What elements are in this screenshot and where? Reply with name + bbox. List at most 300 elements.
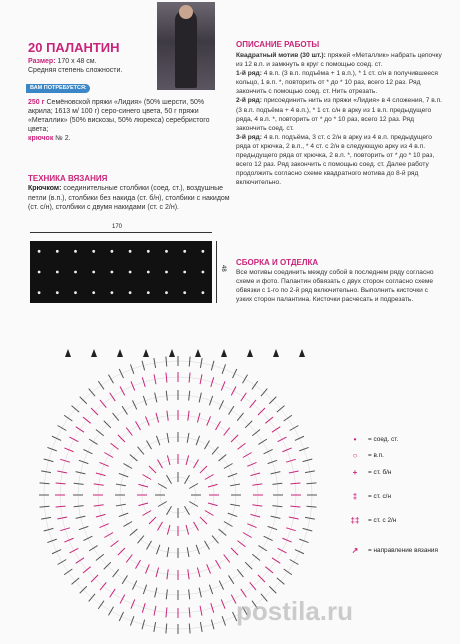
stitch-mark	[76, 558, 84, 564]
stitch-mark	[89, 439, 97, 444]
motif-cell	[92, 271, 95, 274]
stitch-mark	[166, 607, 167, 617]
stitch-mark	[70, 548, 79, 553]
picot-mark	[117, 349, 123, 357]
stitch-mark	[258, 546, 266, 551]
stitch-mark	[211, 620, 214, 630]
height-label: 48	[220, 265, 226, 272]
stitch-mark	[224, 464, 233, 469]
technique-text	[28, 184, 233, 213]
stitch-mark	[79, 460, 88, 463]
motif-grid	[30, 241, 212, 303]
stitch-mark	[185, 506, 190, 515]
motif-label: Квадратный мотив (30 шт.):	[236, 52, 326, 59]
model-photo	[157, 2, 215, 90]
stitch-mark	[142, 603, 145, 613]
stitch-mark	[205, 541, 210, 550]
stitch-mark	[268, 526, 277, 529]
yarn-amount: 250 г	[28, 99, 45, 106]
stitch-mark	[229, 575, 234, 583]
stitch-mark	[241, 393, 247, 401]
size-label: Размер:	[28, 58, 56, 65]
stitch-mark	[100, 582, 106, 590]
stitch-mark	[250, 473, 260, 476]
picot-mark	[143, 349, 149, 357]
legend-item	[346, 468, 391, 477]
motif-cell	[165, 291, 168, 294]
stitch-mark	[126, 555, 132, 563]
stitch-mark	[100, 400, 106, 408]
picot-mark	[221, 349, 227, 357]
technique-label: Крючком:	[28, 185, 62, 192]
stitch-mark	[295, 550, 304, 554]
technique-title: ТЕХНИКА ВЯЗАНИЯ	[28, 174, 108, 183]
stitch-mark	[197, 567, 200, 577]
motif-cell	[111, 250, 114, 253]
stitch-mark	[83, 417, 91, 423]
stitch-mark	[189, 607, 190, 617]
stitch-mark	[237, 569, 243, 577]
stitch-mark	[58, 560, 67, 565]
stitch-mark	[142, 511, 151, 516]
stitch-mark	[196, 545, 199, 554]
stitch-mark	[113, 569, 119, 577]
stitch-mark	[272, 506, 282, 507]
stitch-mark	[261, 389, 267, 397]
stitch-mark	[221, 599, 225, 608]
stitch-mark	[194, 459, 199, 468]
stitch-mark	[207, 416, 211, 425]
stitch-mark	[284, 569, 292, 575]
stitch-mark	[166, 589, 167, 599]
row3-label: 3-й ряд:	[236, 133, 262, 141]
picot-mark	[65, 349, 71, 357]
motif-cell	[92, 291, 95, 294]
stitch-mark	[52, 550, 61, 554]
stitch-mark	[96, 514, 106, 517]
motif-cell	[165, 250, 168, 253]
stitch-mark	[122, 406, 127, 414]
stitch-mark	[186, 455, 189, 465]
stitch-mark	[205, 440, 210, 449]
stitch-mark	[299, 447, 308, 450]
stitch-mark	[264, 536, 273, 540]
stitch-mark	[189, 484, 198, 489]
stitch-mark	[290, 506, 300, 507]
row2-text: присоединить нить из пряжи «Лидия» в 4 сложения, 7 в.п. (3 в.п. подъёма + 4 в.п.), * 1 ст. с/н в арку из 1 в.п. предыдущего ряда, 4 в.п. *, повторить от * до * 10 раз, всего 12 раз. Ряд закончить соед. ст.	[236, 97, 442, 132]
stitch-mark	[47, 447, 56, 450]
stitch-mark	[120, 387, 125, 396]
stitch-mark	[229, 406, 234, 414]
stitch-mark	[111, 541, 119, 547]
stitch-mark	[212, 447, 218, 455]
stitch-mark	[286, 528, 296, 531]
stitch-mark	[189, 624, 190, 634]
stitch-mark	[60, 459, 70, 462]
stitch-mark	[277, 406, 285, 412]
stitch-mark	[194, 522, 199, 531]
stitch-mark	[119, 612, 123, 621]
legend-item	[346, 546, 438, 555]
stitch-mark	[94, 505, 104, 506]
legend-symbol: ‡	[352, 492, 358, 501]
stitch-mark	[167, 475, 172, 484]
stitch-mark	[156, 567, 159, 577]
stitch-mark	[290, 483, 300, 484]
stitch-mark	[286, 459, 296, 462]
stitch-mark	[252, 484, 262, 485]
stitch-mark	[166, 357, 167, 367]
stitch-mark	[96, 554, 104, 560]
motif-cell	[183, 271, 186, 274]
legend-symbol: •	[353, 435, 357, 444]
motif-cell	[56, 291, 59, 294]
stitch-mark	[167, 569, 168, 579]
stitch-mark	[295, 436, 304, 440]
legend-label: = направление вязания	[368, 547, 438, 554]
stitch-mark	[299, 539, 308, 542]
stitch-mark	[233, 369, 237, 378]
legend-symbol: ↗	[351, 546, 359, 555]
stitch-mark	[110, 393, 116, 401]
motif-cell	[165, 271, 168, 274]
pattern-title: 20 ПАЛАНТИН	[28, 40, 120, 55]
stitch-mark	[219, 581, 223, 590]
stitch-mark	[89, 546, 97, 551]
stitch-mark	[52, 436, 61, 440]
stitch-mark	[207, 564, 211, 573]
stitch-mark	[136, 421, 141, 430]
stitch-mark	[94, 484, 104, 485]
stitch-mark	[131, 381, 135, 390]
stitch-mark	[243, 375, 248, 384]
stitch-mark	[167, 411, 168, 421]
legend-label: = в.п.	[368, 452, 384, 459]
stitch-mark	[243, 533, 252, 538]
stitch-mark	[228, 473, 237, 476]
motif-cell	[38, 291, 41, 294]
stitch-mark	[205, 511, 214, 516]
motif-cell	[147, 250, 150, 253]
stitch-mark	[197, 413, 200, 423]
stitch-mark	[72, 578, 80, 584]
stitch-mark	[211, 361, 214, 371]
stitch-mark	[64, 538, 73, 542]
stitch-mark	[130, 529, 138, 535]
legend-symbol: ○	[352, 451, 358, 460]
stitch-mark	[126, 428, 132, 436]
stitch-mark	[76, 427, 84, 433]
picot-mark	[273, 349, 279, 357]
stitch-mark	[221, 381, 225, 390]
stitch-mark	[278, 548, 287, 553]
stitch-mark	[189, 589, 190, 599]
stitch-mark	[250, 582, 256, 590]
stitch-mark	[119, 369, 123, 378]
motif-rings	[39, 349, 317, 634]
stitch-mark	[83, 567, 91, 573]
stitch-mark	[113, 413, 119, 421]
stitch-mark	[252, 430, 260, 436]
stitch-mark	[265, 567, 273, 573]
motif-cell	[129, 250, 132, 253]
stitch-mark	[208, 503, 218, 506]
motif-cell	[56, 271, 59, 274]
motif-cell	[202, 250, 205, 253]
stitch-mark	[60, 528, 70, 531]
assembly-title: СБОРКА И ОТДЕЛКА	[236, 258, 319, 267]
stitch-mark	[74, 506, 84, 507]
stitch-mark	[156, 413, 159, 423]
stitch-mark	[104, 533, 113, 538]
stitch-mark	[290, 560, 299, 565]
stitch-mark	[56, 483, 66, 484]
stitch-mark	[147, 541, 152, 550]
stitch-mark	[122, 575, 127, 583]
materials-text	[28, 98, 228, 143]
stitch-mark	[284, 415, 292, 421]
stitch-mark	[258, 439, 266, 444]
stitch-mark	[47, 539, 56, 542]
stitch-mark	[98, 601, 104, 609]
stitch-mark	[307, 483, 317, 484]
stitch-mark	[250, 400, 256, 408]
stitch-mark	[252, 381, 258, 389]
stitch-mark	[238, 443, 246, 449]
stitch-mark	[142, 377, 145, 387]
legend-label: = ст. с/н	[368, 493, 391, 500]
stitch-mark	[40, 483, 50, 484]
motif-cell	[147, 271, 150, 274]
stitch-mark	[216, 421, 221, 430]
stitch-mark	[58, 426, 67, 431]
stitch-mark	[98, 381, 104, 389]
stitch-mark	[209, 396, 212, 405]
stitch-mark	[307, 506, 317, 507]
stitch-mark	[252, 554, 260, 560]
stitch-mark	[189, 391, 190, 401]
stitch-mark	[109, 375, 114, 384]
stitch-mark	[166, 391, 167, 401]
size-value: 170 х 48 см.	[57, 58, 97, 65]
stitch-mark	[143, 396, 146, 405]
stitch-mark	[131, 599, 135, 608]
picot-mark	[195, 349, 201, 357]
stitch-mark	[142, 361, 145, 371]
stitch-mark	[264, 449, 273, 453]
stitch-mark	[211, 603, 214, 613]
description-title: ОПИСАНИЕ РАБОТЫ	[236, 40, 320, 49]
picot-mark	[247, 349, 253, 357]
stitch-mark	[277, 578, 285, 584]
stitch-mark	[211, 377, 214, 387]
width-label: 170	[112, 224, 123, 230]
stitch-mark	[123, 464, 132, 469]
stitch-mark	[145, 416, 149, 425]
stitch-mark	[136, 560, 141, 569]
stitch-mark	[56, 506, 66, 507]
stitch-mark	[156, 436, 159, 445]
stitch-mark	[130, 455, 138, 461]
legend-item	[346, 435, 398, 444]
stitch-mark	[143, 585, 146, 594]
picot-mark	[169, 349, 175, 357]
stitch-mark	[166, 373, 167, 383]
legend-symbol: +	[352, 468, 358, 477]
row1-label: 1-й ряд:	[236, 70, 262, 78]
stitch-mark	[138, 447, 144, 455]
stitch-mark	[222, 364, 225, 373]
motif-cell	[74, 291, 77, 294]
stitch-mark	[167, 506, 172, 515]
size-block	[28, 57, 158, 75]
legend-item	[346, 516, 396, 525]
stitch-mark	[188, 569, 189, 579]
stitch-mark	[282, 538, 291, 542]
height-dimension	[216, 241, 226, 303]
stitch-mark	[64, 415, 72, 421]
legend-item	[346, 451, 384, 460]
stitch-mark	[243, 453, 252, 458]
legend-label: = ст. с 2/н	[368, 517, 397, 524]
materials-badge: ВАМ ПОТРЕБУЕТСЯ:	[26, 84, 90, 93]
stitch-mark	[147, 440, 152, 449]
difficulty-text: Средняя степень сложности.	[28, 67, 123, 74]
stitch-mark	[268, 460, 277, 463]
stitch-mark	[156, 545, 159, 554]
stitch-mark	[212, 536, 218, 544]
stitch-mark	[89, 594, 95, 602]
stitch-mark	[290, 426, 299, 431]
motif-cell	[147, 291, 150, 294]
stitch-mark	[130, 364, 133, 373]
stitch-mark	[142, 475, 151, 480]
stitch-mark	[158, 484, 167, 489]
stitch-mark	[104, 453, 113, 458]
motif-cell	[202, 291, 205, 294]
stitch-mark	[167, 455, 170, 465]
stitch-mark	[231, 387, 236, 396]
stitch-mark	[205, 475, 214, 480]
stitch-mark	[158, 502, 167, 507]
stitch-mark	[64, 569, 72, 575]
stitch-mark	[89, 389, 95, 397]
stitch-mark	[189, 357, 190, 367]
motif-cell	[56, 250, 59, 253]
legend-label: = ст. б/н	[368, 469, 392, 476]
stitch-mark	[110, 589, 116, 597]
stitch-mark	[158, 459, 163, 468]
stitch-mark	[145, 564, 149, 573]
stitch-mark	[111, 443, 119, 449]
stitch-mark	[219, 529, 227, 535]
stitch-mark	[83, 449, 92, 453]
stitch-mark	[185, 475, 190, 484]
stitch-mark	[303, 459, 313, 462]
stitch-mark	[282, 448, 291, 452]
stitch-mark	[216, 560, 221, 569]
motif-cell	[111, 271, 114, 274]
stitch-mark	[96, 473, 106, 476]
stitch-mark	[265, 417, 273, 423]
stitch-mark	[119, 513, 128, 516]
width-dimension	[30, 224, 212, 239]
stitch-mark	[208, 484, 218, 487]
stitch-mark	[99, 462, 108, 466]
legend-item	[346, 492, 391, 501]
stitch-mark	[238, 541, 246, 547]
stitch-mark	[130, 616, 133, 625]
motif-text: пряжей «Металлик» набрать цепочку из 12 в.п. и замкнуть в круг с помощью соед. ст.	[236, 52, 442, 69]
stitch-mark	[189, 373, 190, 383]
ring-guide	[160, 477, 196, 513]
row2-label: 2-й ряд:	[236, 97, 262, 105]
motif-cell	[129, 271, 132, 274]
stitch-mark	[99, 524, 108, 528]
stitch-mark	[138, 484, 148, 487]
stitch-mark	[278, 437, 287, 442]
motif-cell	[183, 291, 186, 294]
row3-text: 4 в.п. подъёма, 3 ст. с 2/н в арку из 4 в.п. предыдущего ряда от крючка, 2 в.п., * 4 ст. с 2/н в следующую арку из 4 в.п. предыдущего ряда от крючка, 2 в.п. *, повторить от * до * 10 раз, всего 12 раз. Ряд закончить с помощью соед. ст. Далее работу продолжить согласно схеме квадратного мотива до 8-й ряд включительно.	[236, 133, 435, 187]
stitch-mark	[64, 448, 73, 452]
stitch-mark	[303, 528, 313, 531]
stitch-mark	[167, 525, 170, 535]
stitch-mark	[272, 427, 280, 433]
row1-text: 4 в.п. (3 в.п. подъёма + 1 в.п.), * 1 ст. с/н в получившееся кольцо, 1 в.п. *, повторить от * до * 10 раз, всего 12 раз. Ряд закончить с помощью соед. ст. Нить отрезать.	[236, 70, 438, 96]
stitch-mark	[272, 483, 282, 484]
stitch-mark	[166, 624, 167, 634]
picot-mark	[299, 349, 305, 357]
stitch-mark	[96, 430, 104, 436]
stitch-mark	[252, 505, 262, 506]
stitch-mark	[142, 620, 145, 630]
stitch-mark	[132, 581, 136, 590]
motif-cell	[129, 291, 132, 294]
stitch-mark	[188, 411, 189, 421]
stitch-mark	[138, 536, 144, 544]
stitch-mark	[40, 506, 50, 507]
motif-cell	[111, 291, 114, 294]
technique-body: соединительные столбики (соед. ст.), воздушные петли (в.п.), столбики без накида (ст. б/н), столбики с накидом (ст. с/н), столбики с двумя накидами (ст. с 2/н).	[28, 185, 230, 211]
stitch-mark	[79, 526, 88, 529]
picot-mark	[91, 349, 97, 357]
stitch-mark	[209, 585, 212, 594]
stitch-mark	[196, 436, 199, 445]
stitch-mark	[186, 525, 189, 535]
motif-cell	[74, 271, 77, 274]
stitch-mark	[247, 524, 256, 528]
assembly-text: Все мотивы соединить между собой в последнем ряду согласно схеме и фото. Палантин обвязать с двух сторон согласно схеме обвязки с 1-го по 2-й ряд включительно. Выполнить кисточки с узких сторон палантина. Кисточки расчесать и подрезать.	[236, 269, 434, 304]
motif-cell	[183, 250, 186, 253]
stitch-mark	[138, 503, 148, 506]
legend-symbol: ‡‡	[350, 516, 360, 525]
stitch-mark	[224, 555, 230, 563]
stitch-mark	[132, 400, 136, 409]
description-text	[236, 51, 442, 187]
stitch-mark	[44, 528, 54, 531]
motif-cell	[202, 271, 205, 274]
stitch-mark	[219, 455, 227, 461]
stitch-mark	[109, 607, 114, 616]
motif-layout-schema	[30, 241, 212, 303]
stitch-mark	[228, 513, 237, 516]
stitch-mark	[250, 514, 260, 517]
stitch-mark	[189, 502, 198, 507]
stitch-mark	[44, 459, 54, 462]
stitch-mark	[74, 483, 84, 484]
stitch-mark	[219, 400, 223, 409]
stitch-mark	[72, 406, 80, 412]
